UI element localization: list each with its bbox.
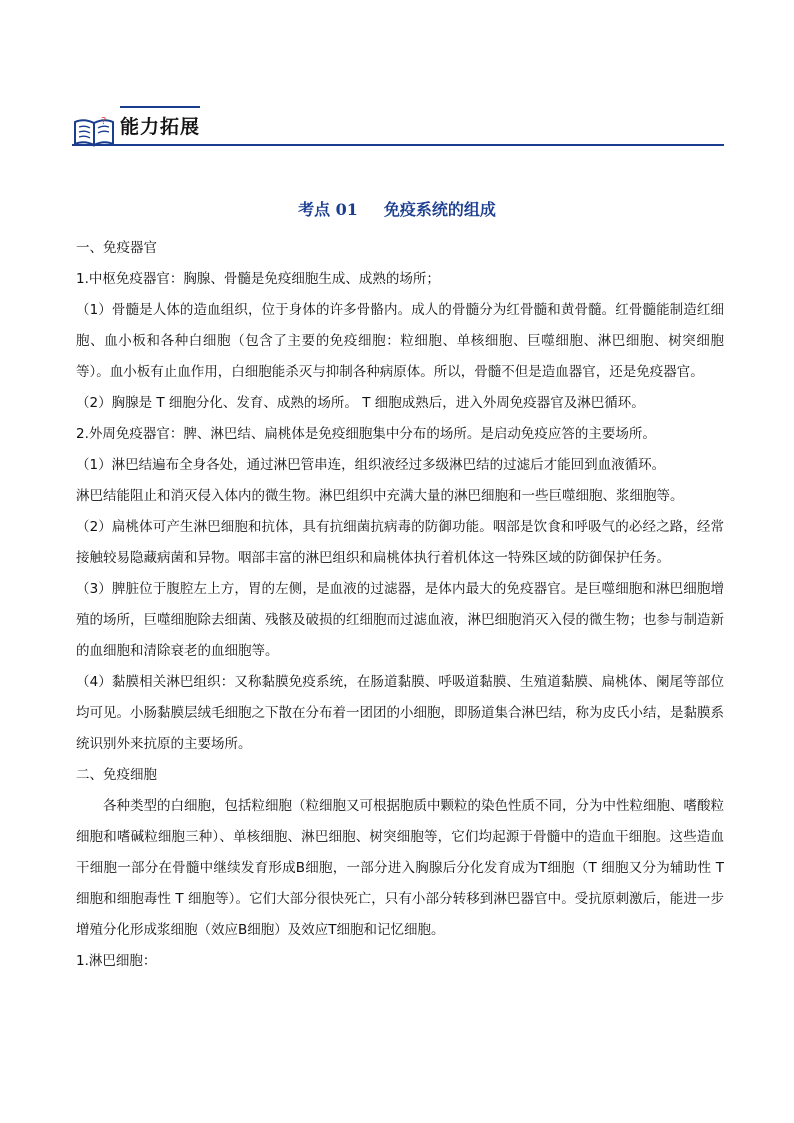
paragraph: 各种类型的白细胞，包括粒细胞（粒细胞又可根据胞质中颗粒的染色性质不同，分为中性粒细胞、嗜酸粒细胞和嗜碱粒细胞三种）、单核细胞、淋巴细胞、树突细胞等，它们均起源于骨髓中的造血干细胞。这些造血干细胞一部分在骨髓中继续发育形成B细胞，一部分进入胸腺后分化发育成为T细胞（T 细胞又分为辅助性 T 细胞和细胞毒性 T 细胞等）。它们大部分很快死亡，只有小部分转移到淋巴器官中。受抗原刺激后，能进一步增殖分化形成浆细胞（效应B细胞）及效应T细胞和记忆细胞。	[76, 798, 724, 938]
paragraph: 1.中枢免疫器官：胸腺、骨髓是免疫细胞生成、成熟的场所；	[76, 271, 440, 287]
paragraph: （4）黏膜相关淋巴组织：又称黏膜免疫系统，在肠道黏膜、呼吸道黏膜、生殖道黏膜、扁桃体、阑尾等部位均可见。小肠黏膜层绒毛细胞之下散在分布着一团团的小细胞，即肠道集合淋巴结，称为皮氏小结，是黏膜系统识别外来抗原的主要场所。	[76, 674, 724, 752]
paragraph: （2）胸腺是 T 细胞分化、发育、成熟的场所。 T 细胞成熟后，进入外周免疫器官及淋巴循环。	[76, 395, 645, 411]
paragraph: （1）骨髓是人体的造血组织，位于身体的许多骨骼内。成人的骨髓分为红骨髓和黄骨髓。红骨髓能制造红细胞、血小板和各种白细胞（包含了主要的免疫细胞：粒细胞、单核细胞、巨噬细胞、淋巴细胞、树突细胞等）。血小板有止血作用，白细胞能杀灭与抑制各种病原体。所以，骨髓不但是造血器官，还是免疫器官。	[76, 302, 724, 380]
heading-immune-cells: 二、免疫细胞	[76, 767, 157, 783]
paragraph: 1.淋巴细胞：	[76, 953, 157, 969]
section-heading: 免疫系统的组成	[383, 200, 496, 219]
paragraph: 2.外周免疫器官：脾、淋巴结、扁桃体是免疫细胞集中分布的场所。是启动免疫应答的主要场所。	[76, 426, 656, 442]
header-rule	[72, 144, 724, 146]
paragraph: 淋巴结能阻止和消灭侵入体内的微生物。淋巴组织中充满大量的淋巴细胞和一些巨噬细胞、浆细胞等。	[76, 488, 684, 504]
header-title: 能力拓展	[120, 116, 201, 138]
page-header	[72, 104, 724, 150]
paragraph: （2）扁桃体可产生淋巴细胞和抗体，具有抗细菌抗病毒的防御功能。咽部是饮食和呼吸气的必经之路，经常接触较易隐藏病菌和异物。咽部丰富的淋巴组织和扁桃体执行着机体这一特殊区域的防御保护任务。	[76, 519, 724, 566]
paragraph: （1）淋巴结遍布全身各处，通过淋巴管串连，组织液经过多级淋巴结的过滤后才能回到血液循环。	[76, 457, 666, 473]
paragraph: （3）脾脏位于腹腔左上方，胃的左侧，是血液的过滤器，是体内最大的免疫器官。是巨噬细胞和淋巴细胞增殖的场所，巨噬细胞除去细菌、残骸及破损的红细胞而过滤血液，淋巴细胞消灭入侵的微生物；也参与制造新的血细胞和清除衰老的血细胞等。	[76, 581, 724, 659]
header-top-line	[120, 106, 200, 108]
section-title	[0, 197, 794, 223]
document-body	[76, 233, 724, 977]
svg-text:?: ?	[101, 116, 107, 127]
heading-immune-organs: 一、免疫器官	[76, 240, 157, 256]
section-label: 考点 01	[298, 200, 358, 219]
